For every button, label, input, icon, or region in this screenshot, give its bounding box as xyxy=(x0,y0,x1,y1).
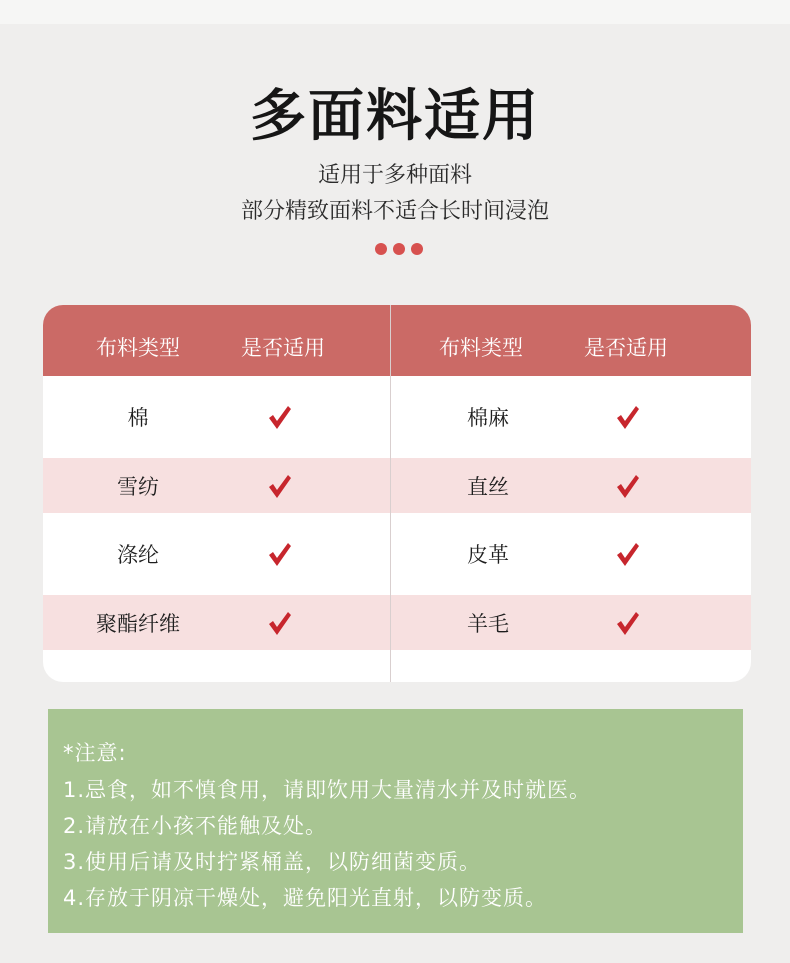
table-row xyxy=(43,513,751,595)
checkmark-icon xyxy=(261,595,297,650)
fabric-name: 棉麻 xyxy=(467,406,509,430)
header-fabric-type-right: 布料类型 xyxy=(439,336,523,360)
header-fabric-type-left: 布料类型 xyxy=(96,336,180,360)
notice-heading: *注意: xyxy=(63,741,127,765)
checkmark-icon xyxy=(261,458,297,513)
header-suitable-right: 是否适用 xyxy=(584,336,668,360)
checkmark-icon xyxy=(609,376,645,458)
fabric-name: 棉 xyxy=(127,406,149,430)
notice-item: 4.存放于阴凉干燥处，避免阳光直射，以防变质。 xyxy=(63,886,548,910)
fabric-name: 羊毛 xyxy=(467,611,509,636)
fabric-name: 聚酯纤维 xyxy=(96,611,180,636)
fabric-table xyxy=(43,305,751,682)
fabric-name: 皮革 xyxy=(467,543,509,567)
checkmark-icon xyxy=(609,458,645,513)
table-header xyxy=(43,305,751,376)
dot-icon xyxy=(411,243,423,255)
subtitle-line-2: 部分精致面料不适合长时间浸泡 xyxy=(240,199,549,224)
checkmark-icon xyxy=(609,513,645,595)
checkmark-icon xyxy=(261,513,297,595)
table-row xyxy=(43,595,751,650)
notice-item: 1.忌食，如不慎食用，请即饮用大量清水并及时就医。 xyxy=(63,778,592,802)
table-row xyxy=(43,376,751,458)
checkmark-icon xyxy=(261,376,297,458)
top-band xyxy=(0,0,790,24)
fabric-name: 涤纶 xyxy=(117,543,159,567)
table-row xyxy=(43,458,751,513)
column-divider xyxy=(390,305,391,682)
notice-item: 3.使用后请及时拧紧桶盖，以防细菌变质。 xyxy=(63,850,482,874)
page-title: 多面料适用 xyxy=(250,84,540,149)
notice-panel xyxy=(48,709,743,933)
fabric-name: 雪纺 xyxy=(117,474,159,499)
header-suitable-left: 是否适用 xyxy=(241,336,325,360)
decorative-dots xyxy=(375,242,423,256)
dot-icon xyxy=(375,243,387,255)
notice-item: 2.请放在小孩不能触及处。 xyxy=(63,814,328,838)
subtitle-line-1: 适用于多种面料 xyxy=(317,163,472,188)
checkmark-icon xyxy=(609,595,645,650)
fabric-name: 直丝 xyxy=(467,474,509,499)
dot-icon xyxy=(393,243,405,255)
